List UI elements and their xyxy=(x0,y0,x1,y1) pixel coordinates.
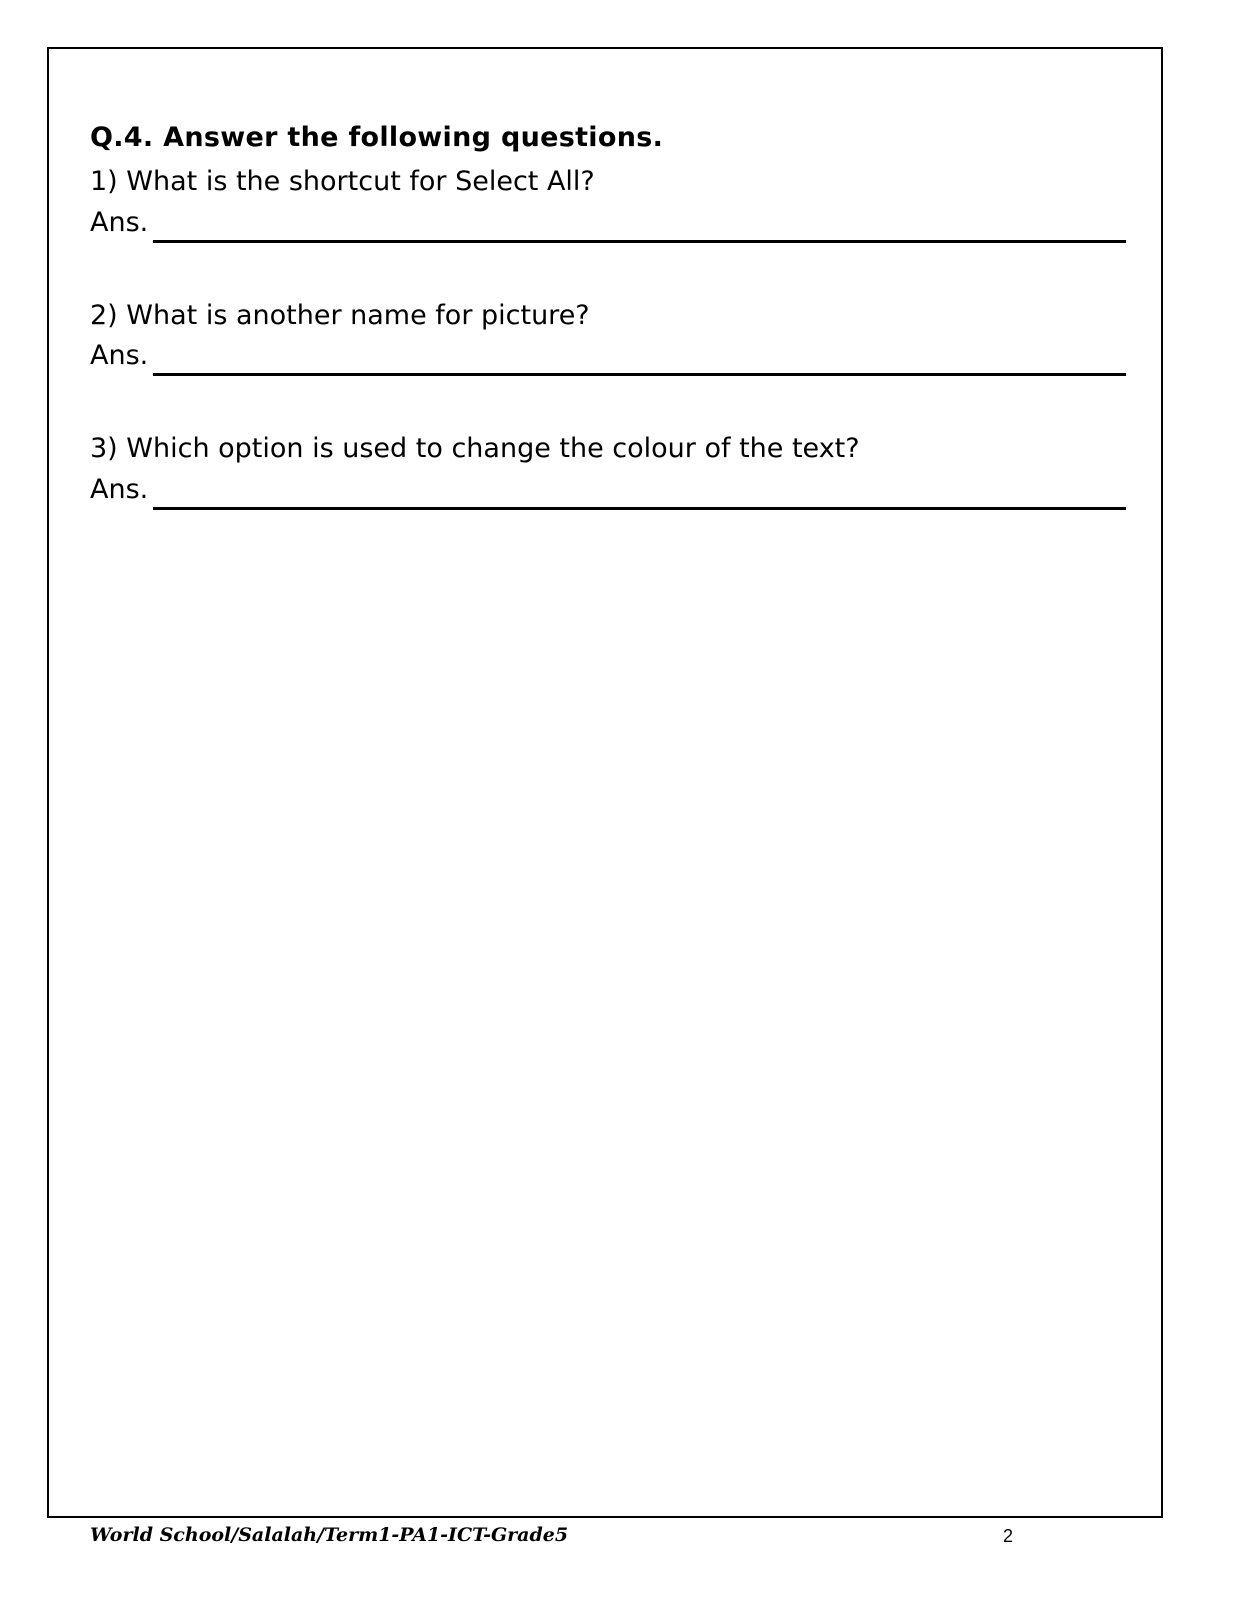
page-number: 2 xyxy=(1003,1526,1014,1546)
section-heading: Q.4. Answer the following questions. xyxy=(90,122,664,153)
answer-label: Ans. xyxy=(90,474,149,505)
question-1-text: 1) What is the shortcut for Select All? xyxy=(90,166,595,197)
answer-line-1[interactable] xyxy=(153,240,1126,243)
question-3-text: 3) Which option is used to change the colour of the text? xyxy=(90,433,860,464)
answer-label: Ans. xyxy=(90,207,149,238)
question-2-text: 2) What is another name for picture? xyxy=(90,300,590,331)
page-border xyxy=(47,47,1163,1518)
answer-row-2 xyxy=(90,340,1126,376)
answer-row-1 xyxy=(90,207,1126,243)
answer-line-2[interactable] xyxy=(153,373,1126,376)
answer-line-3[interactable] xyxy=(153,507,1126,510)
answer-row-3 xyxy=(90,474,1126,510)
answer-label: Ans. xyxy=(90,340,149,371)
footer-school-path: World School/Salalah/Term1-PA1-ICT-Grade5 xyxy=(90,1524,569,1546)
